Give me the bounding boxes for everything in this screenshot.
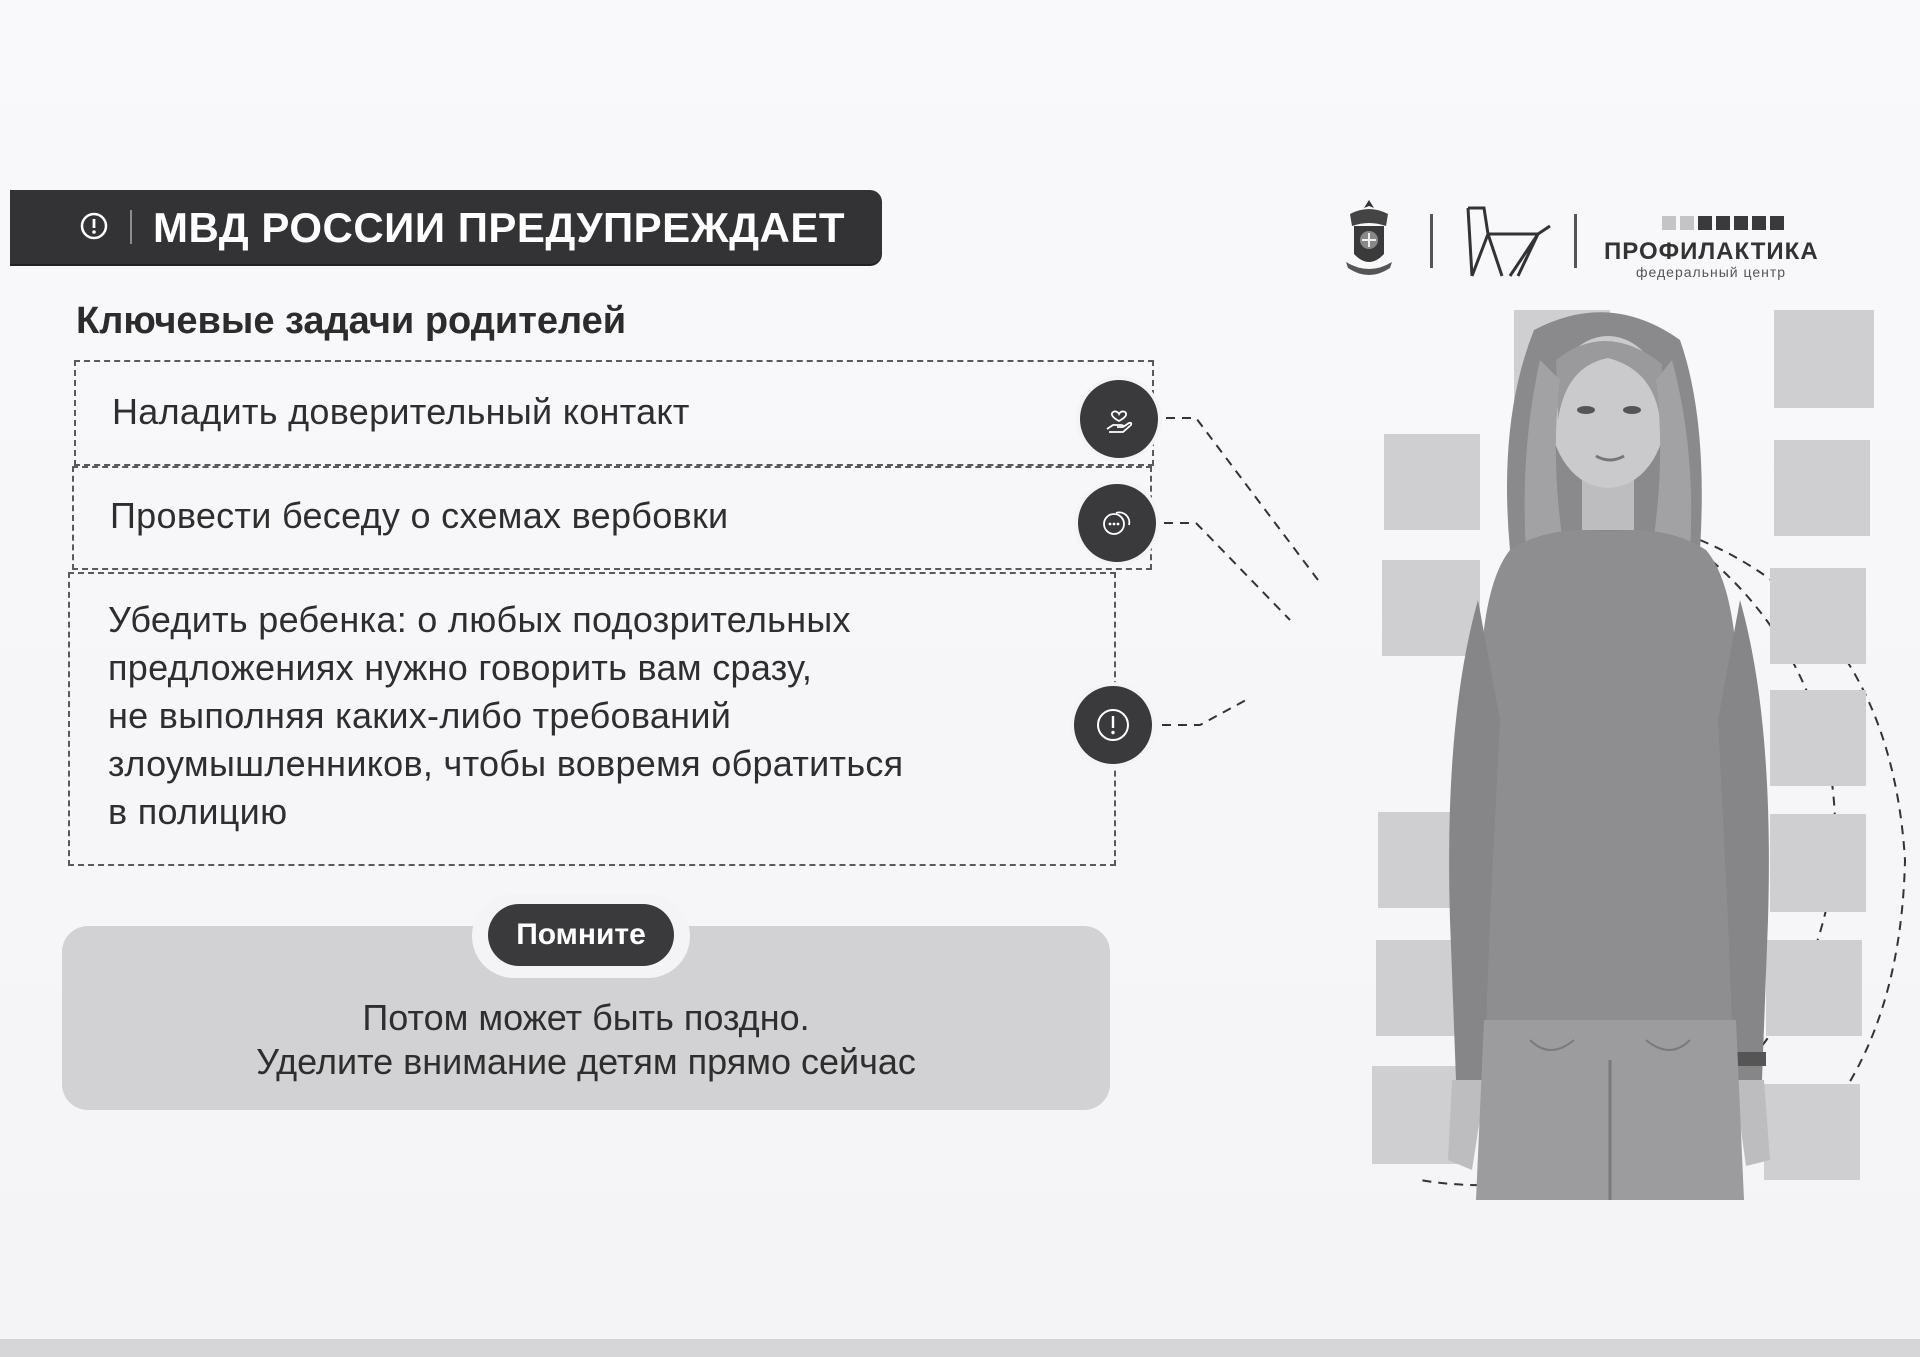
chat-bubbles-icon	[1099, 505, 1135, 541]
task-text-line: Убедить ребенка: о любых подозрительных	[108, 599, 851, 640]
task-text-line: в полицию	[108, 791, 288, 832]
heart-hand-icon	[1101, 401, 1137, 437]
task-icon-badge	[1070, 682, 1156, 768]
remember-text-line: Уделите внимание детям прямо сейчас	[256, 1041, 916, 1082]
portrait-area	[1360, 300, 1880, 1200]
page-bottom-edge	[0, 1339, 1920, 1357]
task-text-line: злоумышленников, чтобы вовремя обратиться	[108, 743, 904, 784]
remember-label: Помните	[488, 904, 674, 966]
task-text-multiline	[108, 596, 903, 836]
task-text-line: не выполняя каких-либо требований	[108, 695, 732, 736]
section-heading: Ключевые задачи родителей	[76, 300, 627, 342]
task-icon-badge	[1074, 480, 1160, 566]
task-text: Провести беседу о схемах вербовки	[110, 495, 729, 536]
task-text: Наладить доверительный контакт	[112, 391, 690, 432]
brand-subtitle: федеральный центр	[1636, 264, 1787, 280]
woman-portrait-illustration	[1360, 300, 1880, 1200]
task-icon-badge	[1076, 376, 1162, 462]
task-text-line: предложениях нужно говорить вам сразу,	[108, 647, 813, 688]
brand-title: ПРОФИЛАКТИКА	[1604, 238, 1819, 265]
remember-text-line: Потом может быть поздно.	[362, 997, 810, 1038]
banner-title: МВД РОССИИ ПРЕДУПРЕЖДАЕТ	[153, 204, 846, 251]
exclamation-circle-icon	[1095, 707, 1131, 743]
